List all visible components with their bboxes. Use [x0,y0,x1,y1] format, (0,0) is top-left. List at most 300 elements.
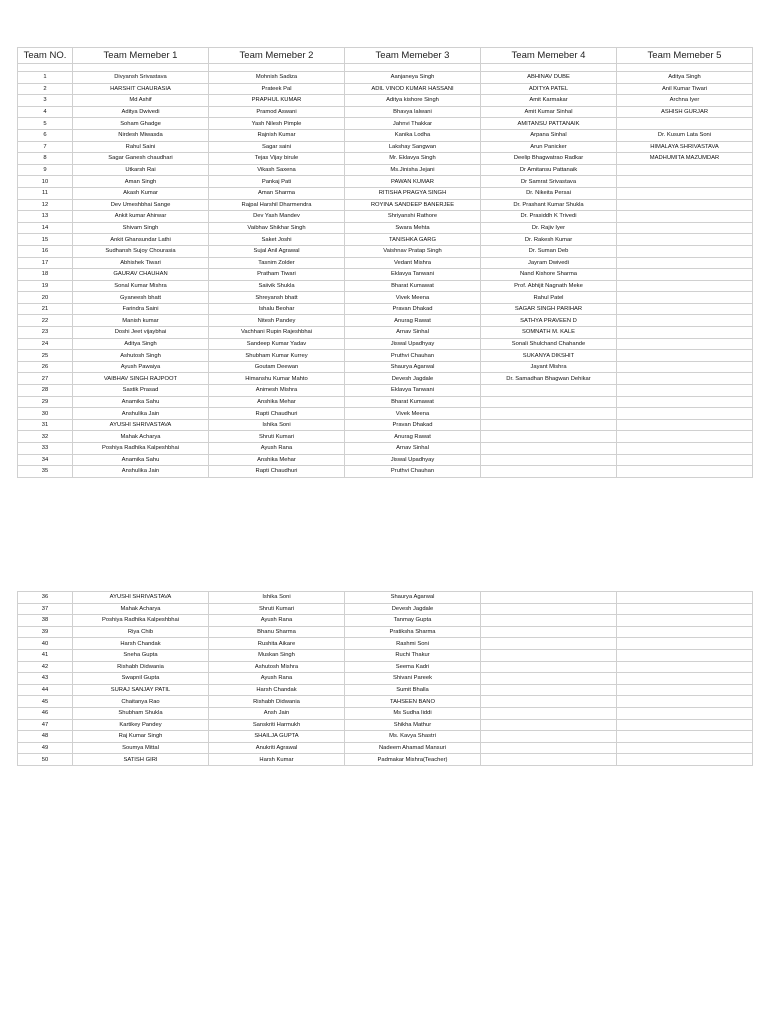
team-number-cell: 17 [18,257,73,269]
table-row [18,361,753,373]
member-3-cell: Rashmi Soni [345,638,481,650]
member-4-cell: Arun Panicker [481,141,617,153]
member-3-cell: ADIL VINOD KUMAR HASSANI [345,83,481,95]
member-5-cell [617,443,753,455]
table-row [18,742,753,754]
member-3-cell: Ruchi Thakur [345,649,481,661]
member-2-cell: Sagar saini [209,141,345,153]
member-5-cell [617,385,753,397]
table-row [18,72,753,84]
member-2-cell: Bhanu Sharma [209,626,345,638]
member-1-cell: Sonal Kumar Mishra [73,280,209,292]
member-4-cell: ABHINAV DUBE [481,72,617,84]
table-row [18,443,753,455]
member-1-cell: Sudhansh Sujoy Chourasia [73,245,209,257]
table-row [18,684,753,696]
member-3-cell: Devesh Jagdale [345,603,481,615]
member-1-cell: Dev Umeshbhai Sange [73,199,209,211]
member-4-cell [481,396,617,408]
member-1-cell: Akash Kumar [73,187,209,199]
member-1-cell: Aman Singh [73,176,209,188]
member-4-cell [481,673,617,685]
member-3-cell: Ms Sudha Iiddi [345,707,481,719]
member-4-cell [481,719,617,731]
table-row [18,106,753,118]
member-2-cell: Anshika Mehar [209,396,345,408]
member-4-cell: SUKANYA DIKSHIT [481,350,617,362]
member-2-cell: Rapti Chaudhuri [209,466,345,478]
table-row [18,696,753,708]
table-row [18,649,753,661]
member-5-cell [617,603,753,615]
member-4-cell: SAGAR SINGH PARIHAR [481,303,617,315]
member-1-cell: Rahul Saini [73,141,209,153]
member-2-cell: SHAILJA GUPTA [209,731,345,743]
member-5-cell [617,222,753,234]
team-number-cell: 24 [18,338,73,350]
member-2-cell: Himanshu Kumar Mahto [209,373,345,385]
member-4-cell [481,603,617,615]
member-4-cell [481,592,617,604]
table-row [18,615,753,627]
member-4-cell [481,615,617,627]
member-3-cell: Vedant Mishra [345,257,481,269]
member-2-cell: Rajpal Harshil Dharmendra [209,199,345,211]
member-4-cell: Amit Karmakar [481,95,617,107]
table-row [18,454,753,466]
member-1-cell: Sneha Gupta [73,649,209,661]
table-row [18,338,753,350]
member-2-cell: Ayush Rana [209,673,345,685]
member-3-cell: Pruthvi Chauhan [345,350,481,362]
member-1-cell: Sagar Ganesh chaudhari [73,153,209,165]
team-number-cell: 46 [18,707,73,719]
member-5-cell: HIMALAYA SHRIVASTAVA [617,141,753,153]
member-4-cell: Dr Amitansu Pattanaik [481,164,617,176]
table-row [18,245,753,257]
member-5-cell [617,245,753,257]
member-4-cell [481,661,617,673]
member-4-cell: Dr. Rakesh Kumar [481,234,617,246]
member-3-cell: Tanmay Gupta [345,615,481,627]
table-row [18,661,753,673]
team-number-cell: 18 [18,269,73,281]
member-5-cell [617,211,753,223]
member-1-cell: Farindra Saini [73,303,209,315]
table-row [18,164,753,176]
member-3-cell: Shivani Pareek [345,673,481,685]
member-5-cell [617,684,753,696]
member-5-cell [617,661,753,673]
member-2-cell: Aman Sharma [209,187,345,199]
team-number-cell: 15 [18,234,73,246]
member-1-cell: Anshulika Jain [73,408,209,420]
member-5-cell [617,164,753,176]
member-2-cell: Vachhani Rupin Rajeshbhai [209,327,345,339]
member-3-cell: Swara Mehta [345,222,481,234]
team-number-cell: 36 [18,592,73,604]
member-5-cell [617,327,753,339]
member-2-cell: Rajnish Kumar [209,129,345,141]
member-2-cell: Ayush Rana [209,443,345,455]
team-number-cell: 35 [18,466,73,478]
table-row [18,83,753,95]
team-number-cell: 27 [18,373,73,385]
header-member-3: Team Memeber 3 [345,48,481,64]
member-4-cell [481,638,617,650]
member-5-cell: Dr. Kusum Lata Soni [617,129,753,141]
member-4-cell: Arpana Sinhal [481,129,617,141]
member-3-cell: Shaurya Agarwal [345,361,481,373]
member-1-cell: AYUSHI SHRIVASTAVA [73,592,209,604]
team-number-cell: 45 [18,696,73,708]
team-number-cell: 47 [18,719,73,731]
member-1-cell: Shubham Shukla [73,707,209,719]
member-2-cell: Sandeep Kumar Yadav [209,338,345,350]
table-row [18,638,753,650]
member-1-cell: Riya Chib [73,626,209,638]
member-1-cell: Anamika Sahu [73,454,209,466]
member-2-cell: Tejas Vijay birule [209,153,345,165]
member-1-cell: Mahak Acharya [73,603,209,615]
table-row [18,385,753,397]
team-number-cell: 39 [18,626,73,638]
table-row [18,603,753,615]
member-1-cell: Soham Ghadge [73,118,209,130]
team-number-cell: 26 [18,361,73,373]
team-number-cell: 50 [18,754,73,766]
team-number-cell: 20 [18,292,73,304]
member-3-cell: Anurag Rawat [345,431,481,443]
member-1-cell: Raj Kumar Singh [73,731,209,743]
table-row [18,350,753,362]
member-2-cell: Ishika Soni [209,419,345,431]
member-3-cell: Devesh Jagdale [345,373,481,385]
member-3-cell: Bharat Kumawat [345,396,481,408]
member-3-cell: Anurag Rawat [345,315,481,327]
member-5-cell [617,338,753,350]
team-number-cell: 28 [18,385,73,397]
member-5-cell [617,350,753,362]
member-3-cell: ROYINA SANDEEP BANERJEE [345,199,481,211]
member-2-cell: Vikash Saxena [209,164,345,176]
table-row [18,396,753,408]
member-3-cell: TAHSEEN BANO [345,696,481,708]
member-4-cell [481,431,617,443]
member-5-cell [617,199,753,211]
team-number-cell: 13 [18,211,73,223]
team-number-cell: 48 [18,731,73,743]
member-1-cell: Ashutosh Singh [73,350,209,362]
table-row [18,280,753,292]
team-number-cell: 37 [18,603,73,615]
member-2-cell: Nitesh Pandey [209,315,345,327]
member-2-cell: Pramod Aswani [209,106,345,118]
team-number-cell: 23 [18,327,73,339]
table-row [18,719,753,731]
member-4-cell [481,385,617,397]
member-5-cell [617,373,753,385]
team-number-cell: 40 [18,638,73,650]
member-1-cell: Gyaneesh bhatt [73,292,209,304]
member-3-cell: Sumit Bhalla [345,684,481,696]
table-row [18,673,753,685]
member-4-cell [481,408,617,420]
member-1-cell: Poshiya Radhika Kalpeshbhai [73,443,209,455]
member-2-cell: Ayush Rana [209,615,345,627]
team-number-cell: 49 [18,742,73,754]
member-3-cell: Pratiksha Sharma [345,626,481,638]
team-number-cell: 42 [18,661,73,673]
member-2-cell: Shruti Kumari [209,603,345,615]
table-row [18,222,753,234]
member-2-cell: Pankaj Pati [209,176,345,188]
member-3-cell: Shriyanshi Rathore [345,211,481,223]
member-5-cell [617,280,753,292]
member-5-cell [617,257,753,269]
member-1-cell: Anshulika Jain [73,466,209,478]
team-number-cell: 12 [18,199,73,211]
member-2-cell: Mohnish Sadiza [209,72,345,84]
member-5-cell [617,742,753,754]
member-4-cell: Sonali Shulchand Chahande [481,338,617,350]
team-rows-bottom [18,592,753,766]
member-3-cell: Eklavya Tanwani [345,385,481,397]
member-5-cell [617,615,753,627]
member-1-cell: Swapnil Gupta [73,673,209,685]
member-3-cell: Aditya kishore Singh [345,95,481,107]
member-1-cell: Manish kumar [73,315,209,327]
table-row [18,592,753,604]
team-number-cell: 33 [18,443,73,455]
member-5-cell [617,454,753,466]
member-1-cell: Aditya Dwivedi [73,106,209,118]
member-3-cell: Vivek Meena [345,408,481,420]
table-row [18,373,753,385]
member-5-cell [617,696,753,708]
table-row [18,408,753,420]
member-2-cell: Shreyansh bhatt [209,292,345,304]
member-1-cell: GAURAV CHAUHAN [73,269,209,281]
team-number-cell: 44 [18,684,73,696]
member-3-cell: Vivek Meena [345,292,481,304]
team-number-cell: 31 [18,419,73,431]
member-2-cell: Yash Nilesh Pimple [209,118,345,130]
member-3-cell: Bharat Kumawat [345,280,481,292]
member-1-cell: Kartikey Pandey [73,719,209,731]
member-3-cell: Ms. Kavya Shastri [345,731,481,743]
member-1-cell: Sastik Prasad [73,385,209,397]
team-number-cell: 19 [18,280,73,292]
team-number-cell: 10 [18,176,73,188]
member-1-cell: Ankit Ghansundar Lathi [73,234,209,246]
member-3-cell: Nadeem Ahamad Mansuri [345,742,481,754]
member-2-cell: Ishika Soni [209,592,345,604]
member-4-cell: Deelip Bhagwatrao Radkar [481,153,617,165]
member-3-cell: PAWAN KUMAR [345,176,481,188]
team-number-cell: 43 [18,673,73,685]
header-member-1: Team Memeber 1 [73,48,209,64]
table-row [18,292,753,304]
member-4-cell: Rahul Patel [481,292,617,304]
member-5-cell [617,292,753,304]
member-2-cell: Ashutosh Mishra [209,661,345,673]
member-3-cell: Bhavya lalwani [345,106,481,118]
member-3-cell: Arnav Sinhal [345,443,481,455]
member-5-cell [617,431,753,443]
member-2-cell: Sujal Anil Agrawal [209,245,345,257]
member-5-cell [617,408,753,420]
team-number-cell: 14 [18,222,73,234]
member-1-cell: Soumya Mittal [73,742,209,754]
member-4-cell [481,454,617,466]
member-1-cell: Poshiya Radhika Kalpeshbhai [73,615,209,627]
member-1-cell: Harsh Chandak [73,638,209,650]
table-row [18,754,753,766]
member-3-cell: Pravan Dhakad [345,419,481,431]
member-3-cell: Jahnvi Thakkar [345,118,481,130]
member-5-cell [617,466,753,478]
table-row [18,269,753,281]
member-3-cell: Arnav Sinhal [345,327,481,339]
team-number-cell: 2 [18,83,73,95]
member-2-cell: Saket Joshi [209,234,345,246]
team-number-cell: 7 [18,141,73,153]
member-5-cell: MADHUMITA MAZUMDAR [617,153,753,165]
team-number-cell: 32 [18,431,73,443]
member-3-cell: Mr. Eklavya Singh [345,153,481,165]
member-2-cell: Animesh Mishra [209,385,345,397]
table-row [18,466,753,478]
member-4-cell: SATHYA PRAVEEN D [481,315,617,327]
member-3-cell: Lakshay Sangwan [345,141,481,153]
table-row [18,129,753,141]
member-4-cell: Prof. Abhijit Nagnath Meke [481,280,617,292]
header-member-5: Team Memeber 5 [617,48,753,64]
member-1-cell: Chaitanya Rao [73,696,209,708]
member-5-cell [617,638,753,650]
member-3-cell: Eklavya Tanwani [345,269,481,281]
spacer-row [18,64,753,72]
member-5-cell [617,719,753,731]
member-5-cell [617,754,753,766]
table-row [18,95,753,107]
member-2-cell: Saiivik Shukla [209,280,345,292]
table-row [18,234,753,246]
member-1-cell: Doshi Jeet vijaybhai [73,327,209,339]
member-5-cell [617,303,753,315]
member-4-cell [481,707,617,719]
member-3-cell: TANISHKA GARG [345,234,481,246]
member-3-cell: Shikha Mathur [345,719,481,731]
member-1-cell: SATISH GIRI [73,754,209,766]
member-1-cell: Ankit kumar Ahirwar [73,211,209,223]
member-4-cell [481,626,617,638]
member-5-cell: Aditya Singh [617,72,753,84]
header-team-no: Team NO. [18,48,73,64]
member-4-cell: Amit Kumar Sinhal [481,106,617,118]
member-5-cell: Anil Kumar Tiwari [617,83,753,95]
member-2-cell: Goutam Deewan [209,361,345,373]
table-row [18,315,753,327]
member-5-cell [617,592,753,604]
member-1-cell: Utkarsh Rai [73,164,209,176]
team-table-bottom [17,591,753,766]
member-1-cell: HARSHIT CHAURASIA [73,83,209,95]
team-number-cell: 38 [18,615,73,627]
member-3-cell: Ms.Jinisha Jejani [345,164,481,176]
table-row [18,153,753,165]
team-number-cell: 30 [18,408,73,420]
member-4-cell: ADITYA PATEL [481,83,617,95]
member-4-cell: Dr. Samadhan Bhagwan Dehikar [481,373,617,385]
member-2-cell: Muskan Singh [209,649,345,661]
member-2-cell: Rapti Chaudhuri [209,408,345,420]
member-4-cell: Dr. Suman Deb [481,245,617,257]
table-row [18,419,753,431]
member-1-cell: Anamika Sahu [73,396,209,408]
table-row [18,431,753,443]
member-4-cell: SOMNATH M. KALE [481,327,617,339]
member-2-cell: Ishalu Beohar [209,303,345,315]
member-5-cell [617,118,753,130]
member-4-cell: Dr Samrat Srivastava [481,176,617,188]
member-4-cell [481,649,617,661]
team-rows-top [18,64,753,478]
team-number-cell: 25 [18,350,73,362]
team-number-cell: 34 [18,454,73,466]
member-1-cell: Ayush Pawaiya [73,361,209,373]
member-4-cell: Jayant Mishra [481,361,617,373]
member-3-cell: Padmakar Mishra(Teacher) [345,754,481,766]
member-5-cell [617,731,753,743]
table-row [18,257,753,269]
member-2-cell: PRAPHUL KUMAR [209,95,345,107]
table-row [18,626,753,638]
member-5-cell [617,673,753,685]
member-4-cell: Dr. Prasiddh K Trivedi [481,211,617,223]
member-3-cell: Aanjaneya Singh [345,72,481,84]
member-4-cell: Jayram Dwivedi [481,257,617,269]
team-number-cell: 41 [18,649,73,661]
team-number-cell: 29 [18,396,73,408]
header-member-2: Team Memeber 2 [209,48,345,64]
member-1-cell: Mahak Acharya [73,431,209,443]
table-row [18,141,753,153]
member-1-cell: Divyansh Srivastava [73,72,209,84]
member-2-cell: Rushita Aikare [209,638,345,650]
member-5-cell [617,419,753,431]
member-2-cell: Vaibhav Shikhar Singh [209,222,345,234]
member-2-cell: Ansh Jain [209,707,345,719]
member-5-cell [617,707,753,719]
member-2-cell: Prateek Pal [209,83,345,95]
team-number-cell: 4 [18,106,73,118]
member-5-cell [617,361,753,373]
member-3-cell: Jiswal Upadhyay [345,338,481,350]
member-4-cell: Nand Kishore Sharma [481,269,617,281]
table-row [18,707,753,719]
member-4-cell: Dr. Nikeita Persai [481,187,617,199]
member-2-cell: Shubham Kumar Kurrey [209,350,345,362]
member-5-cell [617,315,753,327]
member-1-cell: Shivam Singh [73,222,209,234]
member-3-cell: Seema Kadri [345,661,481,673]
member-5-cell [617,234,753,246]
member-1-cell: Md Ashif [73,95,209,107]
member-3-cell: RITISHA PRAGYA SINGH [345,187,481,199]
table-row [18,303,753,315]
